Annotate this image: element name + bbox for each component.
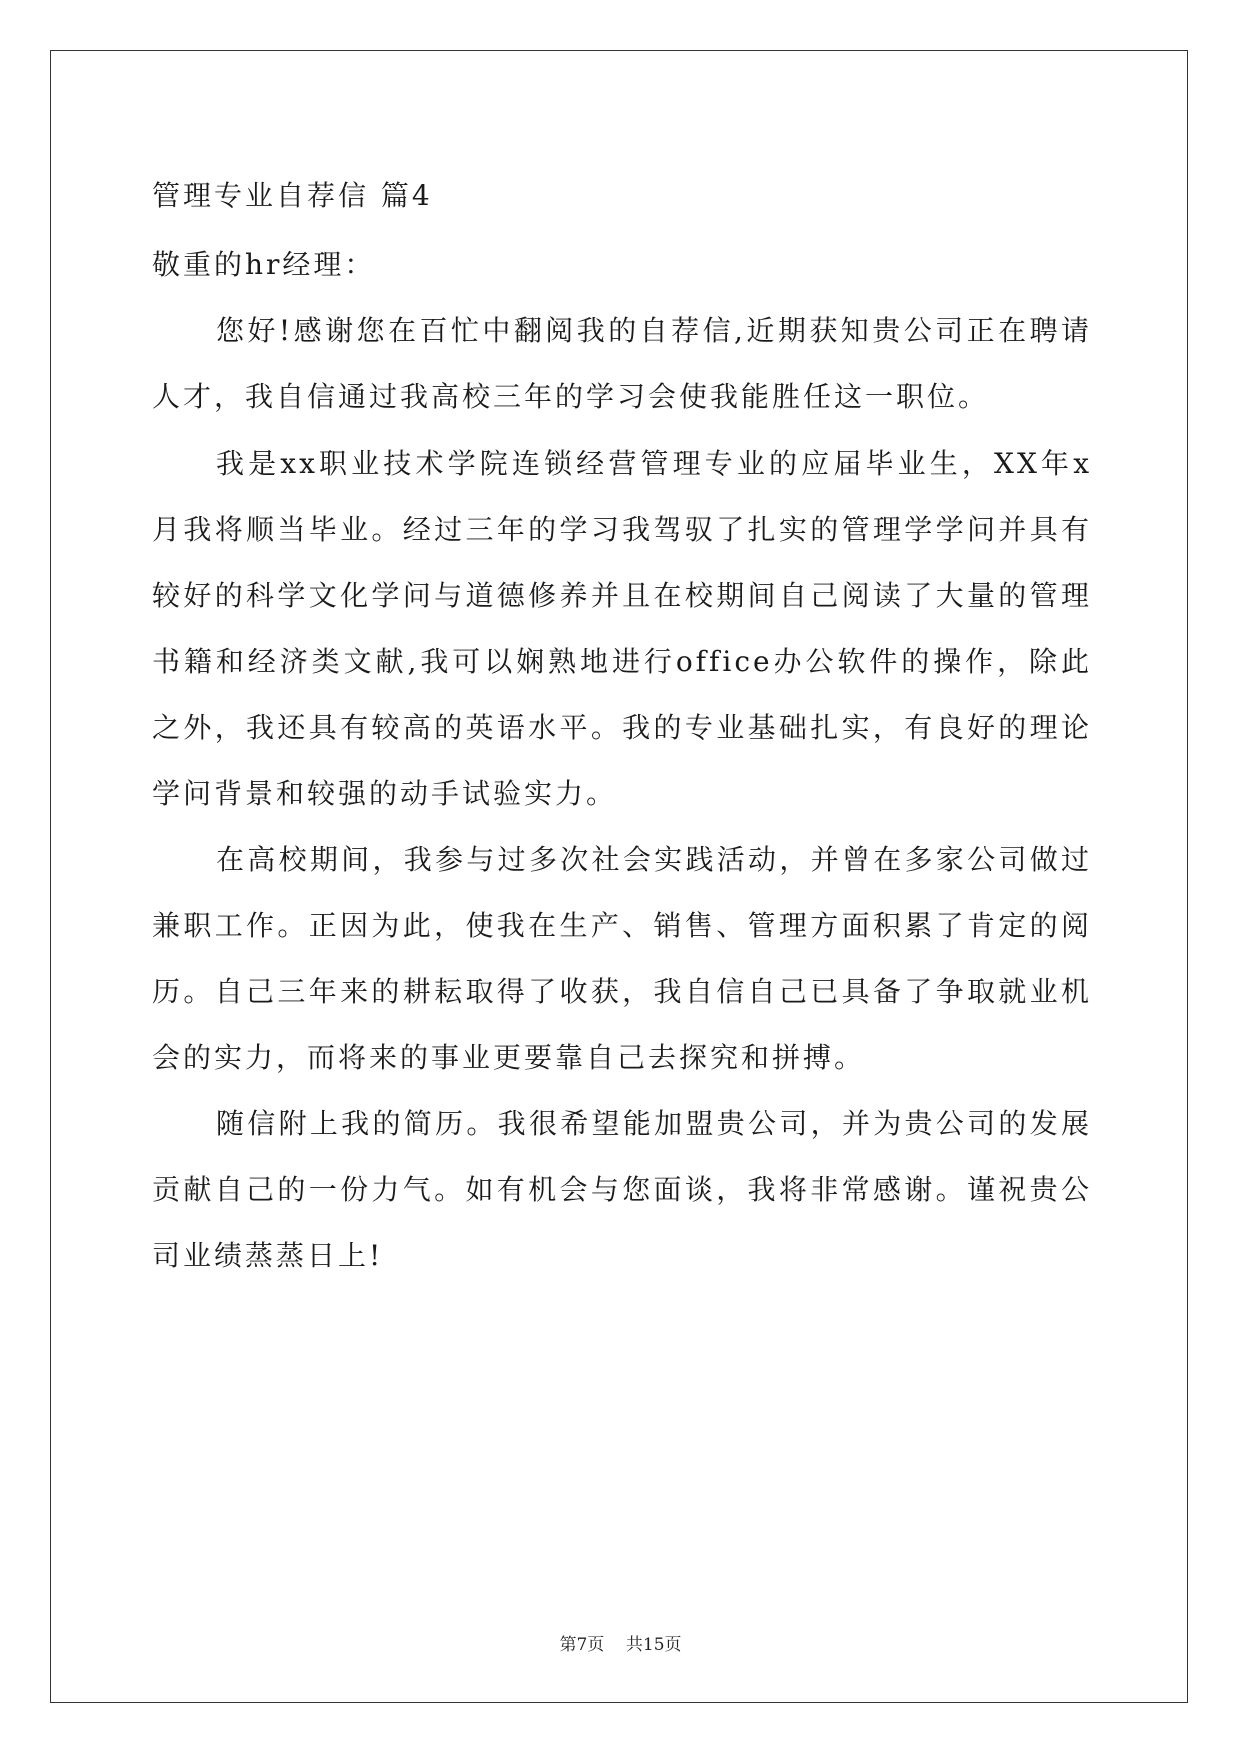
paragraph-line: 司业绩蒸蒸日上! <box>152 1239 384 1272</box>
paragraph-line: 月我将顺当毕业。经过三年的学习我驾驭了扎实的管理学学问并具有 <box>152 513 1092 546</box>
paragraph-line: 会的实力，而将来的事业更要靠自己去探究和拼搏。 <box>152 1041 866 1074</box>
paragraph-line: 我是xx职业技术学院连锁经营管理专业的应届毕业生，XX年x <box>216 447 1092 480</box>
paragraph-line: 在高校期间，我参与过多次社会实践活动，并曾在多家公司做过 <box>216 843 1092 876</box>
paragraph-4 <box>152 1091 1092 1289</box>
total-pages: 共15页 <box>625 1635 682 1655</box>
paragraph-line: 历。自己三年来的耕耘取得了收获，我自信自己已具备了争取就业机 <box>152 975 1092 1008</box>
paragraph-line: 较好的科学文化学问与道德修养并且在校期间自己阅读了大量的管理 <box>152 579 1092 612</box>
paragraph-1 <box>152 298 1092 430</box>
paragraph-3 <box>152 827 1092 1091</box>
letter-title: 管理专业自荐信 篇4 <box>152 179 433 212</box>
page-number: 第7页 <box>559 1635 605 1655</box>
paragraph-line: 您好!感谢您在百忙中翻阅我的自荐信,近期获知贵公司正在聘请 <box>216 314 1092 347</box>
paragraph-line: 书籍和经济类文献,我可以娴熟地进行office办公软件的操作，除此 <box>152 645 1092 678</box>
salutation: 敬重的hr经理： <box>152 248 376 281</box>
paragraph-line: 贡献自己的一份力气。如有机会与您面谈，我将非常感谢。谨祝贵公 <box>152 1173 1092 1206</box>
paragraph-line: 之外，我还具有较高的英语水平。我的专业基础扎实，有良好的理论 <box>152 711 1092 744</box>
paragraph-line: 人才，我自信通过我高校三年的学习会使我能胜任这一职位。 <box>152 380 990 413</box>
paragraph-2 <box>152 431 1092 827</box>
paragraph-line: 学问背景和较强的动手试验实力。 <box>152 777 618 810</box>
paragraph-line: 随信附上我的简历。我很希望能加盟贵公司，并为贵公司的发展 <box>216 1107 1092 1140</box>
page-footer <box>0 1630 1241 1655</box>
paragraph-line: 兼职工作。正因为此，使我在生产、销售、管理方面积累了肯定的阅 <box>152 909 1092 942</box>
